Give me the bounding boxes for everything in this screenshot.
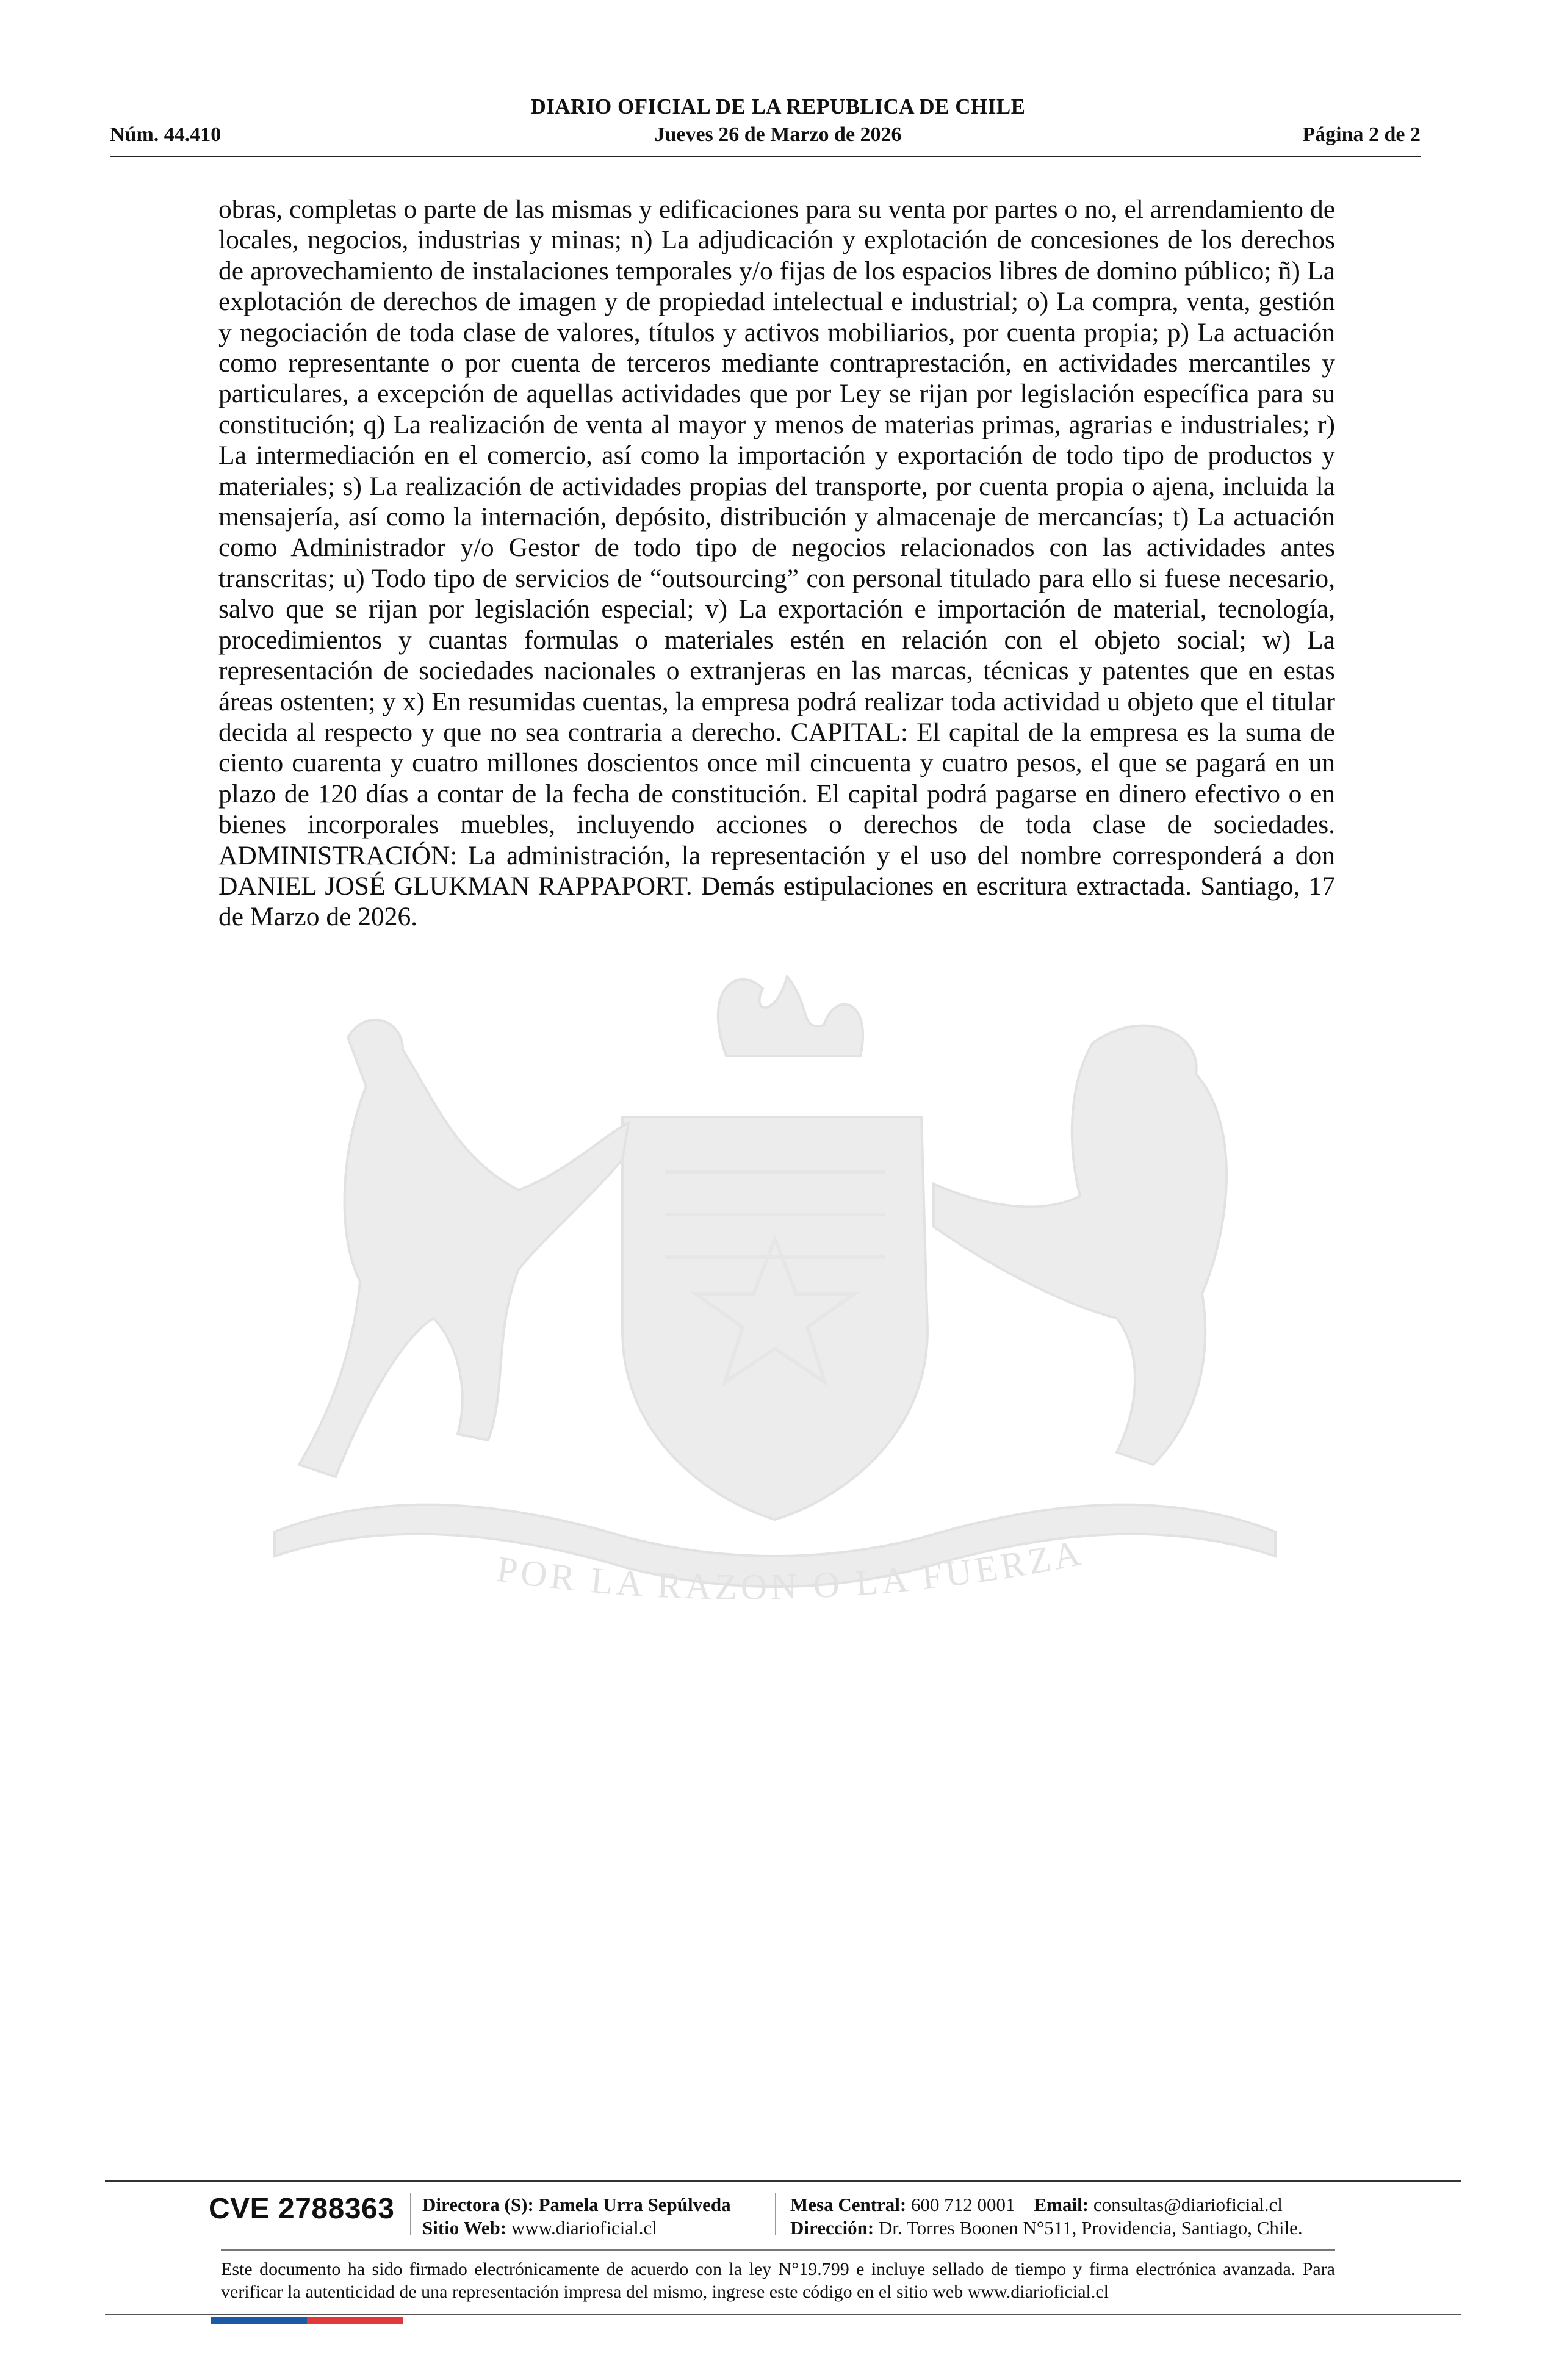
email-link[interactable]: consultas@diarioficial.cl [1093, 2194, 1283, 2215]
website-label: Sitio Web: [422, 2217, 507, 2238]
director-name: Directora (S): Pamela Urra Sepúlveda [422, 2194, 731, 2215]
page-indicator: Página 2 de 2 [1302, 123, 1421, 146]
footer-divider-mid [221, 2249, 1335, 2251]
header-divider [110, 156, 1421, 157]
shield-icon [622, 1117, 927, 1520]
email-label: Email: [1034, 2194, 1089, 2215]
body-closing: Santiago, 17 de Marzo de 2026. [218, 871, 1336, 932]
document-body [218, 194, 1335, 932]
website-link[interactable]: www.diarioficial.cl [511, 2217, 657, 2238]
flag-blue-segment [211, 2317, 307, 2324]
flag-red-segment [307, 2317, 403, 2324]
footer-contact-column-2 [790, 2193, 1303, 2240]
chile-coat-of-arms-watermark [201, 952, 1349, 1660]
body-paragraph: obras, completas o parte de las mismas y edificaciones para su venta por partes o no, el arrendamiento de locales, negocios, industrias y minas; n) La adjudicación y explotación de concesiones de los derechos de aprovechamiento de instalaciones temporales y/o fijas de los espacios libres de domino público; ñ) La explotación de derechos de imagen y de propiedad intelectual e industrial; o) La compra, venta, gestión y negociación de toda clase de valores, títulos y activos mobiliarios, por cuenta propia; p) La actuación como representante o por cuenta de terceros mediante contraprestación, en actividades mercantiles y particulares, a excepción de aquellas actividades que por Ley se rijan por legislación específica para su constitución; q) La realización de venta al mayor y menos de materias primas, agrarias e industriales; r) La intermediación en el comercio, así como la importación y exportación de todo tipo de productos y materiales; s) La realización de actividades propias del transporte, por cuenta propia o ajena, incluida la mensajería, así como la internación, depósito, distribución y almacenaje de mercancías; t) La actuación como Administrador y/o Gestor de todo tipo de negocios relacionados con las actividades antes transcritas; u) Todo tipo de servicios de “outsourcing” con personal titulado para ello si fuese necesario, salvo que se rijan por legislación especial; v) La exportación e importación de material, tecnología, procedimientos y cuantas formulas o materiales estén en relación con el objeto social; w) La representación de sociedades nacionales o extranjeras en las marcas, técnicas y patentes que en estas áreas ostenten; y x) En resumidas cuentas, la empresa podrá realizar toda actividad u objeto que el titular decida al respecto y que no sea contraria a derecho. CAPITAL: El capital de la empresa es la suma de ciento cuarenta y cuatro millones doscientos once mil cincuenta y cuatro pesos, el que se pagará en un plazo de 120 días a contar de la fecha de constitución. El capital podrá pagarse en dinero efectivo o en bienes incorporales muebles, incluyendo acciones o derechos de toda clase de sociedades. ADMINISTRACIÓN: La administración, la representación y el uso del nombre corresponderá a don DANIEL JOSÉ GLUKMAN RAPPAPORT. Demás estipulaciones en escritura extractada. [218, 195, 1335, 901]
footer-separator [410, 2193, 411, 2235]
footer-divider-top [105, 2180, 1461, 2182]
address-label: Dirección: [790, 2217, 874, 2238]
flag-stripe [211, 2317, 403, 2324]
legal-notice: Este documento ha sido firmado electrónicamente de acuerdo con la ley N°19.799 e incluye sellado de tiempo y firma electrónica avanzada. Para verificar la autenticidad de una representación impresa del mismo, ingrese este código en el sitio web www.diarioficial.cl [221, 2259, 1335, 2302]
issue-date: Jueves 26 de Marzo de 2026 [654, 123, 902, 146]
footer-divider-bottom [105, 2314, 1461, 2315]
plume-icon [718, 976, 863, 1056]
motto-text: POR LA RAZON O LA FUERZA [494, 1532, 1087, 1607]
condor-icon [934, 1026, 1226, 1465]
footer-separator [775, 2193, 776, 2235]
address-value: Dr. Torres Boonen N°511, Providencia, Santiago, Chile. [878, 2217, 1303, 2238]
phone-label: Mesa Central: [790, 2194, 907, 2215]
issue-number: Núm. 44.410 [110, 123, 222, 146]
phone-value: 600 712 0001 [911, 2194, 1015, 2215]
huemul-icon [299, 1020, 629, 1477]
publication-title: DIARIO OFICIAL DE LA REPUBLICA DE CHILE [530, 95, 1026, 118]
footer-contact-column-1 [422, 2193, 731, 2240]
cve-code: CVE 2788363 [209, 2193, 395, 2225]
